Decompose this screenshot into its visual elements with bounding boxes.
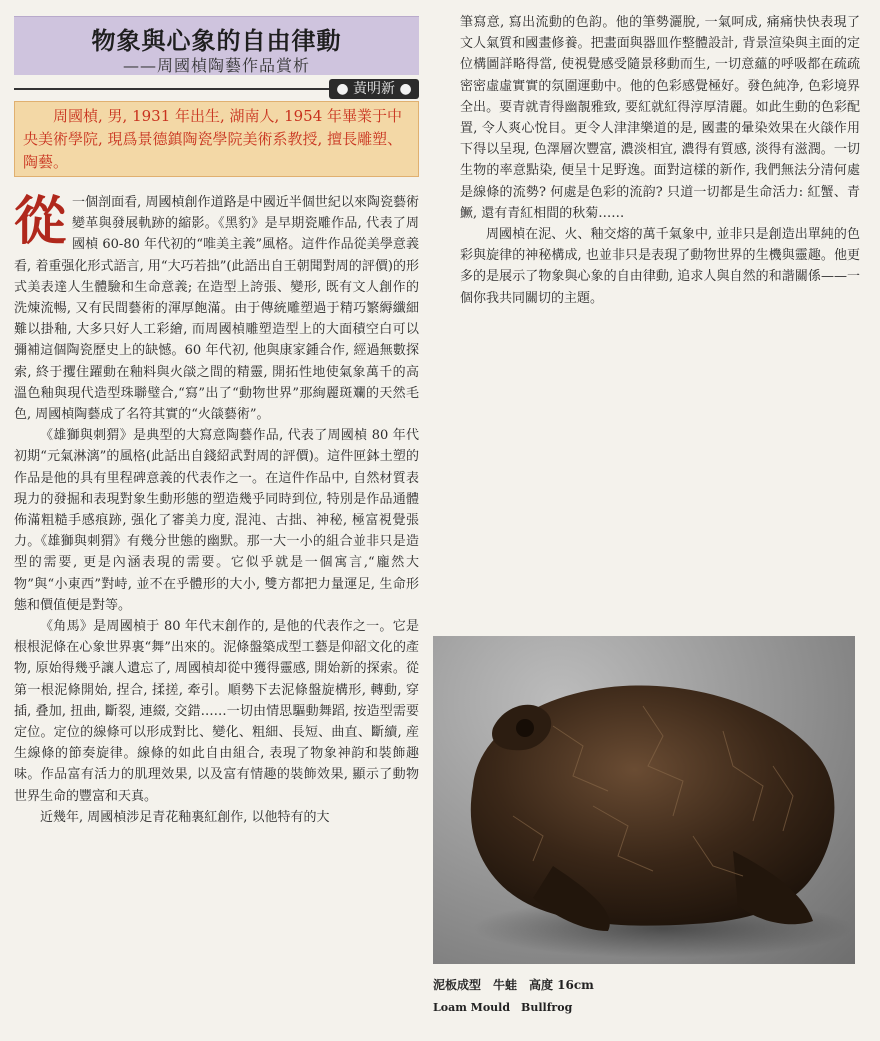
paragraph-1-text: 一個剖面看, 周國楨創作道路是中國近半個世紀以來陶瓷藝術變革與發展軌跡的縮影。《黑豹》是早期瓷雕作品, 代表了周國楨 60-80 年代初的“唯美主義”風格。這件作品從美學意義看, 着重强化形式語言, 用“大巧若拙”(此語出自王朝聞對周的評價)的形式美表達人生體驗和生命意義; 在造型上誇張、變形, 既有文人創作的洗煉流暢, 又有民間藝術的渾厚飽滿。由于傳統雕塑過于精巧繁縟纖細難以掛釉, 大多只好人工彩繪, 而周國楨雕塑造型上的大面積空白可以彌補這個陶瓷歷史上的缺憾。60 年代初, 他與康家鍾合作, 經過無數探索, 終于攫住躍動在釉料與火燄之間的精靈, 開拓性地使氣象萬千的高溫色釉與現代造型珠聯璧合,“寫”出了“動物世界”那絢麗斑斕的天然毛色, 周國楨陶藝成了名符其實的“火燄藝術”。 <box>14 195 419 423</box>
paragraph-6: 周國楨在泥、火、釉交熔的萬千氣象中, 並非只是創造出單純的色彩與旋律的神秘構成, 也並非只是表現了動物世界的生機與靈趣。他更多的是展示了物象與心象的自由律動, 追求人與自然的和諧關係——一個你我共同關切的主題。 <box>460 227 860 306</box>
author-rule <box>14 88 334 90</box>
photo-caption-en: Loam Mould Bullfrog <box>433 1001 573 1014</box>
author-bio: 周國楨, 男, 1931 年出生, 湖南人, 1954 年畢業于中央美術學院, 現爲景德鎮陶瓷學院美術系教授, 擅長雕塑、陶藝。 <box>14 101 419 177</box>
paragraph-3: 《角馬》是周國楨于 80 年代末創作的, 是他的代表作之一。它是根根泥條在心象世界裏“舞”出來的。泥條盤築成型工藝是仰韶文化的產物, 原始得幾乎讓人遺忘了, 周國楨却從中獲得靈感, 開始新的探索。從第一根泥條開始, 捏合, 揉搓, 牽引。順勢下去泥條盤旋構形, 轉動, 穿插, 叠加, 扭曲, 斷裂, 連綴, 交錯……一切由情思驅動舞蹈, 按造型需要定位。定位的線條可以形成對比、變化、粗細、長短、曲直、斷續, 産生線條的節奏旋律。線條的如此自由組合, 表現了物象神韵和裝飾趣味。作品富有活力的肌理效果, 以及富有情趣的裝飾效果, 顯示了動物世界生命的豐富和天真。 <box>14 619 419 804</box>
photo-caption-cn: 泥板成型 牛蛙 高度 16cm <box>433 978 594 992</box>
bullfrog-sculpture-image <box>433 636 855 964</box>
paragraph-1 <box>14 192 419 425</box>
author-name: ● 黃明新 ● <box>329 79 419 99</box>
paragraph-5: 筆寫意, 寫出流動的色韵。他的筆勢灑脫, 一氣呵成, 痛痛快快表現了文人氣質和國畫修養。把畫面與器皿作整體設計, 背景渲染與主面的定位構圖詳略得當, 使視覺感受隨景移動而生, 一切意蘊的呼吸都在疏疏密密虛虛實實的氛圍運動中。他的色彩感覺極好。發色純净, 色彩境界全出。要青就青得幽靚雅致, 要紅就紅得淳厚清麗。如此生動的色彩配置, 令人爽心悅目。更令人津津樂道的是, 國畫的暈染效果在火燄作用下得以呈現, 色澤層次豐富, 濃淡相宜, 濃得有質感, 淡得有滋潤。一切生物的率意點染, 便呈十足野逸。面對這樣的新作, 我們無法分清何處是線條的流勢? 何處是色彩的流韵? 只道一切都是生命活力: 紅蟹、青鱖, 還有青紅相間的秋菊…… <box>460 15 860 221</box>
left-column <box>14 192 419 828</box>
article-subtitle: ——周國楨陶藝作品賞析 <box>122 56 310 75</box>
drop-cap: 從 <box>14 191 67 252</box>
right-column <box>460 12 860 309</box>
author-bar <box>14 79 419 99</box>
title-box <box>14 16 419 75</box>
article-title: 物象與心象的自由律動 <box>91 26 342 55</box>
paragraph-2: 《雄獅與刺猬》是典型的大寫意陶藝作品, 代表了周國楨 80 年代初期“元氣淋漓”的風格(此話出自錢紹武對周的評價)。這件匣鉢土塑的作品是他的具有里程碑意義的代表作之一。在這件作品中, 自然材質表現力的發掘和表現對象生動形態的塑造幾乎同時到位, 特別是作品通體佈滿粗糙手感痕跡, 强化了審美力度, 混沌、古拙、神秘, 極富視覺張力。《雄獅與刺猬》有幾分世態的幽默。那一大一小的組合並非只是造型的需要, 更是內涵表現的需要。它似乎就是一個寓言,“龐然大物”與“小東西”對峙, 並不在乎體形的大小, 雙方都把力量運足, 生命形態和價值便是對等。 <box>14 428 419 613</box>
bullfrog-photo <box>433 636 855 964</box>
paragraph-4: 近幾年, 周國楨涉足青花釉裏紅創作, 以他特有的大 <box>40 809 330 825</box>
